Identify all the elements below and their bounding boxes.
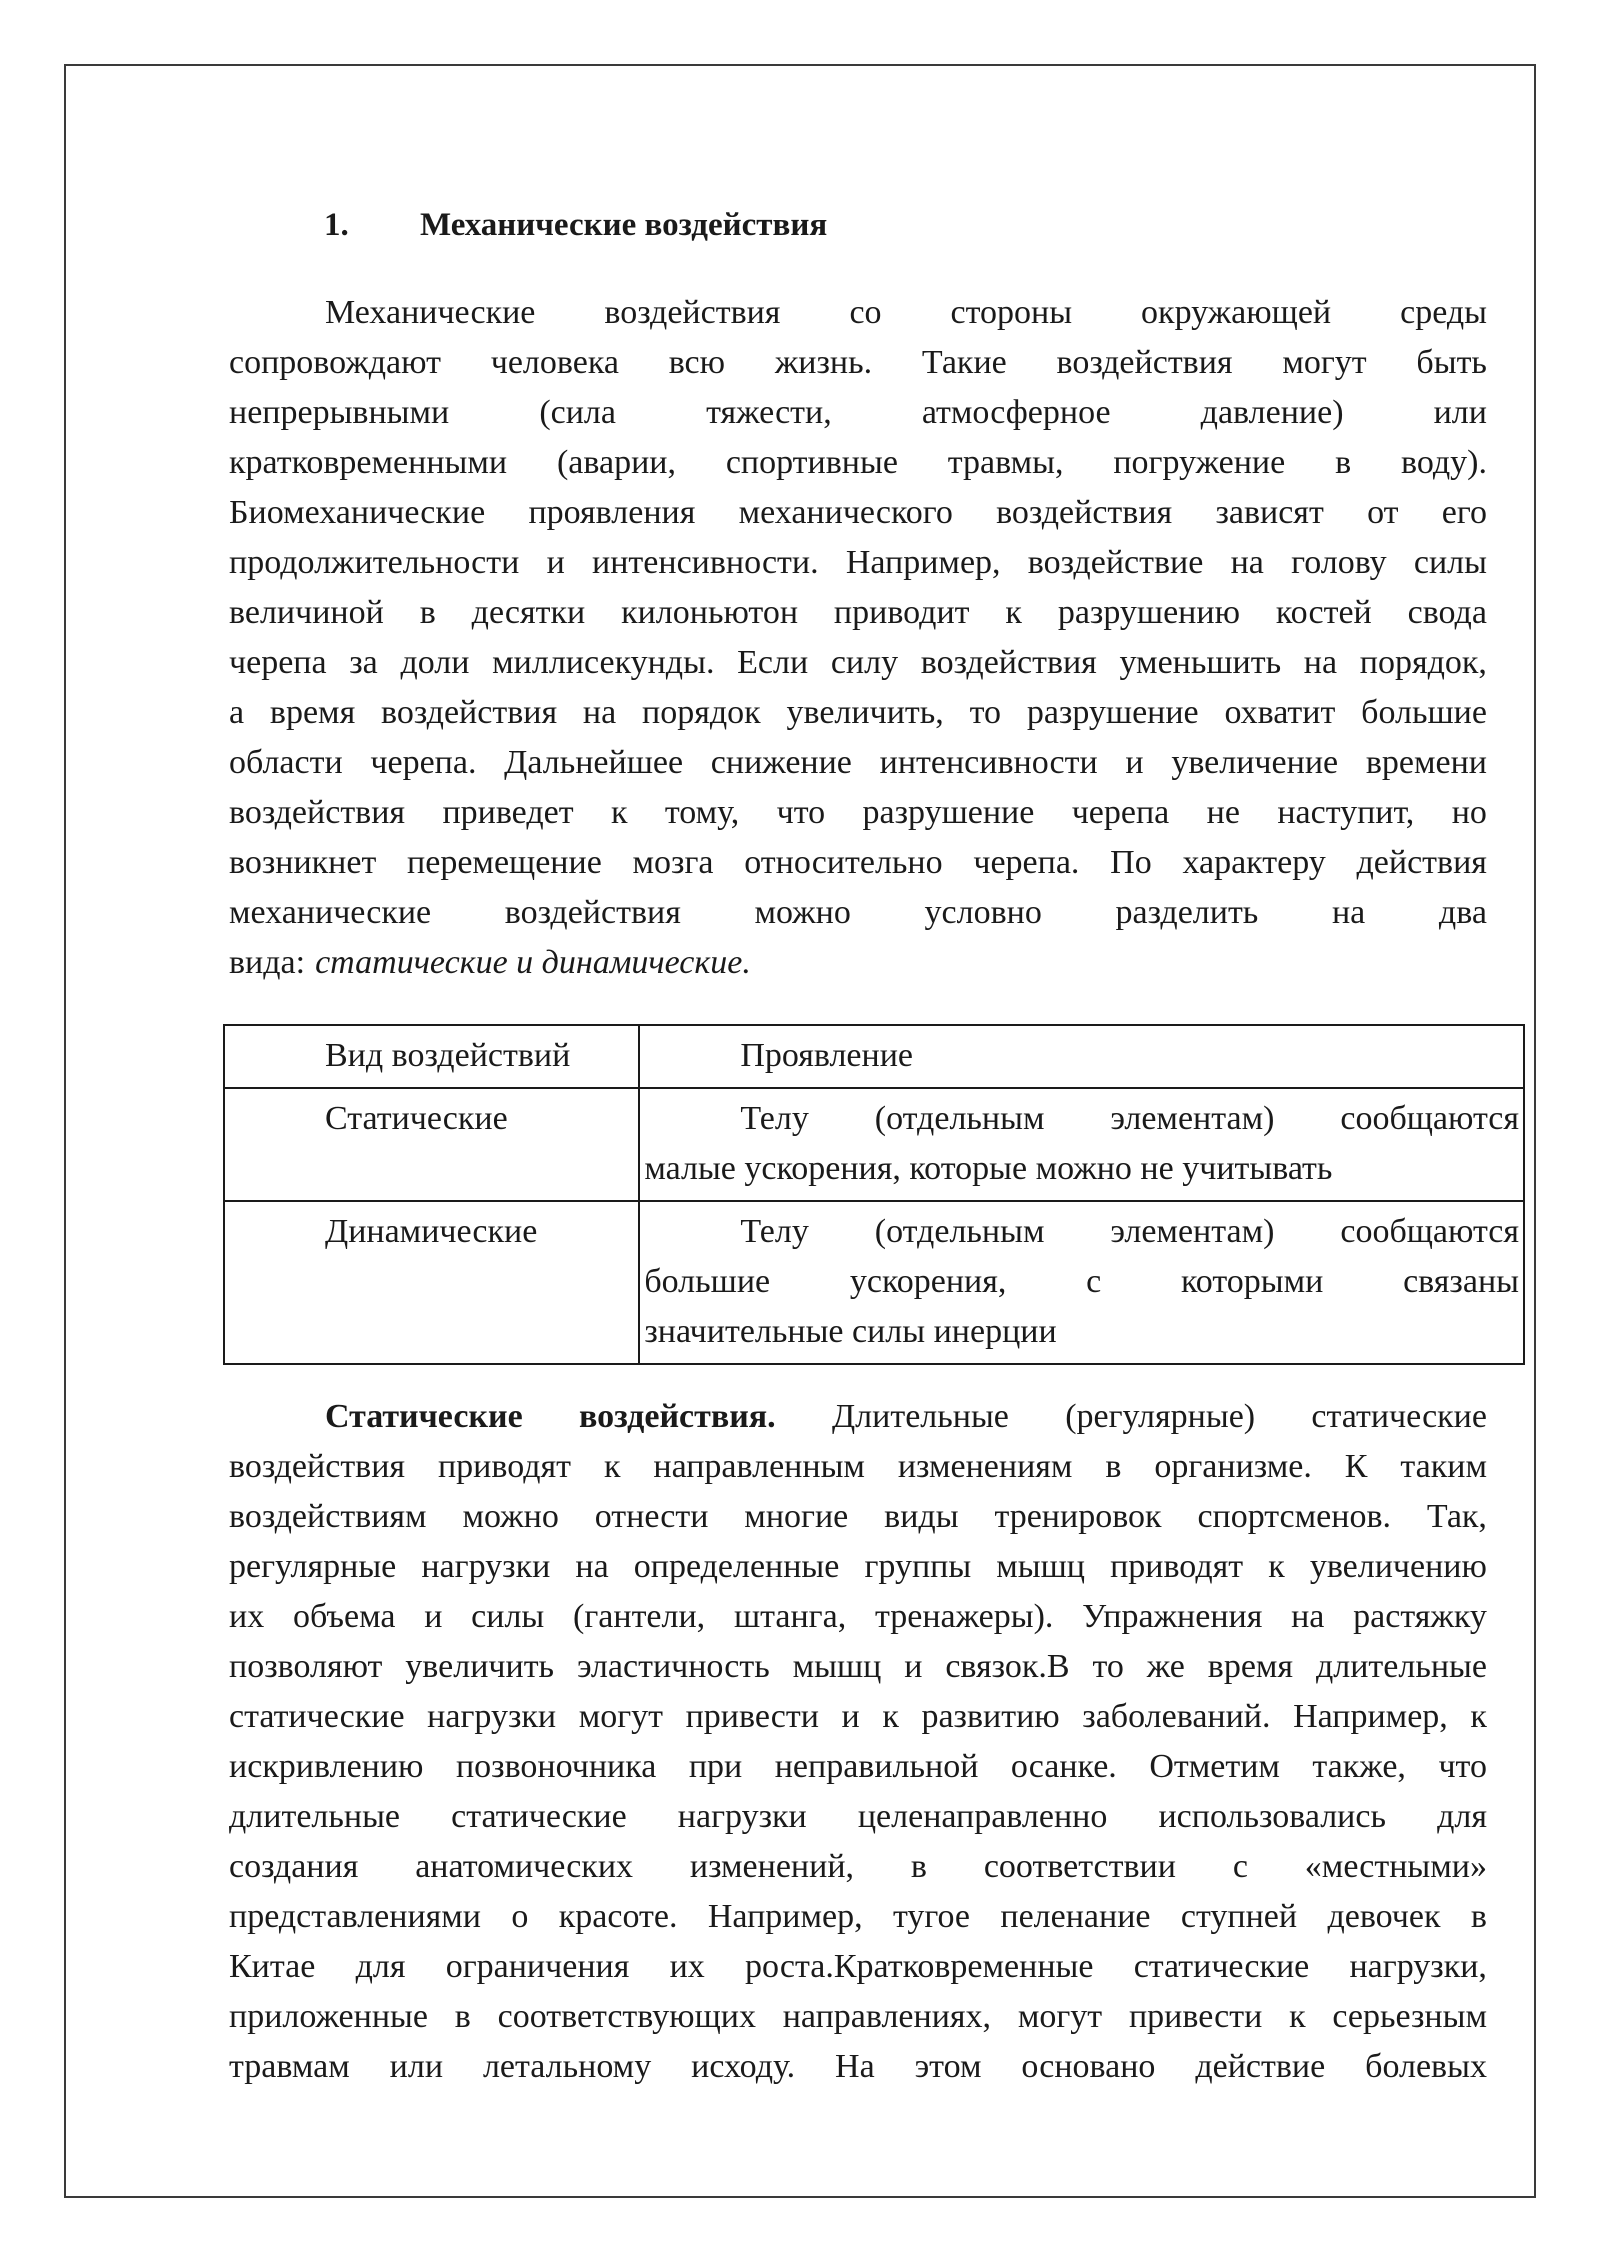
table-cell-type: Динамические	[224, 1201, 639, 1364]
table-cell-manifestation: Телу (отдельным элементам) сообщаются малые ускорения, которые можно не учитывать	[639, 1088, 1524, 1201]
table-row	[224, 1088, 1524, 1201]
section-title: Механические воздействия	[420, 207, 828, 243]
text-line: черепа за доли миллисекунды. Если силу воздействия уменьшить на порядок,	[229, 644, 1487, 681]
text-line: величиной в десятки килоньютон приводит к разрушению костей свода	[229, 594, 1487, 631]
paragraph-static-effects	[229, 1392, 1487, 2092]
text-line: Китае для ограничения их роста.Кратковременные статические нагрузки,	[229, 1948, 1487, 1985]
text-line: искривлению позвоночника при неправильной осанке. Отметим также, что	[229, 1748, 1487, 1785]
text-line: приложенные в соответствующих направлениях, могут привести к серьезным	[229, 1998, 1487, 2035]
paragraph-mechanical-effects	[229, 288, 1487, 988]
text-line: длительные статические нагрузки целенаправленно использовались для	[229, 1798, 1487, 1835]
text-line: области черепа. Дальнейшее снижение интенсивности и увеличение времени	[229, 744, 1487, 781]
text-line: продолжительности и интенсивности. Например, воздействие на голову силы	[229, 544, 1487, 581]
table-row	[224, 1201, 1524, 1364]
table-header-manifestation-label: Проявление	[740, 1037, 914, 1074]
italic-emphasis: статические и динамические.	[315, 944, 751, 981]
text-line: представлениями о красоте. Например, тугое пеленание ступней девочек в	[229, 1898, 1487, 1935]
text-line-last: вида: статические и динамические.	[229, 938, 1487, 988]
text-line: сопровождают человека всю жизнь. Такие воздействия могут быть	[229, 344, 1487, 381]
table-cell-manifestation: Телу (отдельным элементам) сообщаются большие ускорения, с которыми связаны значительные силы инерции	[639, 1201, 1524, 1364]
text-line: регулярные нагрузки на определенные группы мышц приводят к увеличению	[229, 1548, 1487, 1585]
effects-table	[223, 1024, 1525, 1365]
section-number: 1.	[324, 207, 349, 243]
text-line: травмам или летальному исходу. На этом основано действие болевых	[229, 2048, 1487, 2085]
text-line: кратковременными (аварии, спортивные травмы, погружение в воду).	[229, 444, 1487, 481]
bold-lead: воздействия.	[578, 1398, 776, 1435]
text-line: механические воздействия можно условно разделить на два	[229, 894, 1487, 931]
text-line: возникнет перемещение мозга относительно черепа. По характеру действия	[229, 844, 1487, 881]
text-line: Механические воздействия со стороны окружающей среды	[325, 294, 1487, 331]
text-line: Статические воздействия. Длительные (регулярные) статические	[229, 1392, 1487, 1442]
section-heading	[324, 200, 827, 250]
text-line: позволяют увеличить эластичность мышц и связок.В то же время длительные	[229, 1648, 1487, 1685]
text-line: воздействиям можно отнести многие виды тренировок спортсменов. Так,	[229, 1498, 1487, 1535]
table-header-row	[224, 1025, 1524, 1088]
text-line: воздействия приводят к направленным изменениям в организме. К таким	[229, 1448, 1487, 1485]
text-line: их объема и силы (гантели, штанга, тренажеры). Упражнения на растяжку	[229, 1598, 1487, 1635]
text-line: непрерывными (сила тяжести, атмосферное давление) или	[229, 394, 1487, 431]
text-line: создания анатомических изменений, в соответствии с «местными»	[229, 1848, 1487, 1885]
text-line: Биомеханические проявления механического воздействия зависят от его	[229, 494, 1487, 531]
table-cell-type: Статические	[224, 1088, 639, 1201]
bold-lead: Статические	[325, 1398, 523, 1435]
table-header-type: Вид воздействий	[224, 1025, 639, 1088]
text-line: а время воздействия на порядок увеличить, то разрушение охватит большие	[229, 694, 1487, 731]
table-header-manifestation	[639, 1025, 1524, 1088]
text-line: статические нагрузки могут привести и к развитию заболеваний. Например, к	[229, 1698, 1487, 1735]
text-line: воздействия приведет к тому, что разрушение черепа не наступит, но	[229, 794, 1487, 831]
